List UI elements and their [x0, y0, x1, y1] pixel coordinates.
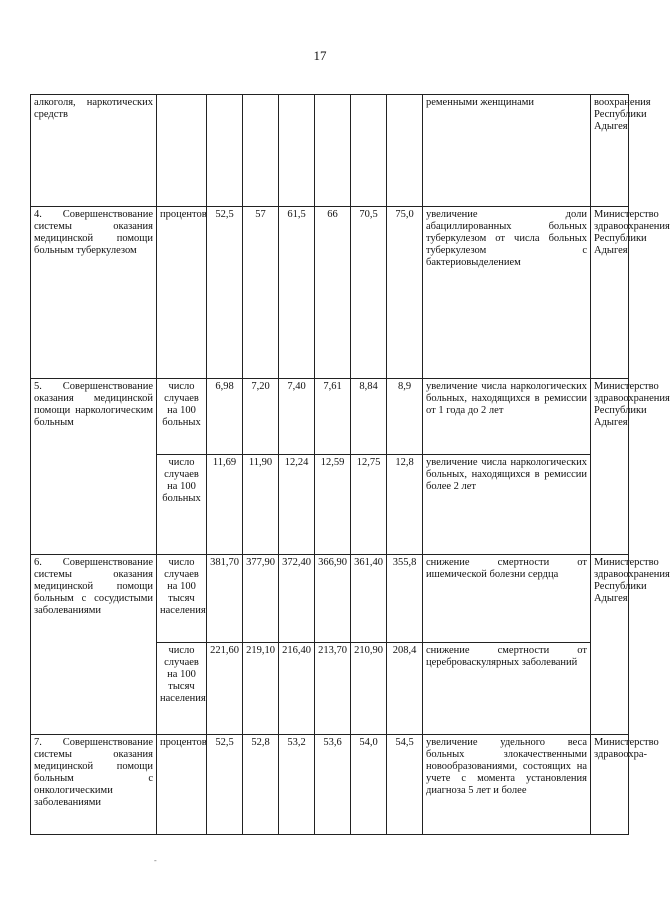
- expected-result-cell: увеличение удельного веса больных злокачественными новообразованиями, состоящих на учете с момента установления диагноза 5 лет и более: [423, 735, 591, 835]
- value-cell-year-5: 54,0: [351, 735, 387, 835]
- value-cell-year-5: [351, 95, 387, 207]
- expected-result-cell: увеличение доли абациллированных больных туберкулезом от числа больных туберкулезом с бактериовыделением: [423, 207, 591, 379]
- value-cell-year-5: 8,84: [351, 379, 387, 455]
- value-cell-year-6: 75,0: [387, 207, 423, 379]
- responsible-cell: воохранения Республики Адыгея: [591, 95, 629, 207]
- expected-result-cell: увеличение числа наркологических больных, находящихся в ремиссии от 1 года до 2 лет: [423, 379, 591, 455]
- value-cell-year-3: 372,40: [279, 555, 315, 643]
- unit-cell: число случаев на 100 больных: [157, 455, 207, 555]
- table-row: [31, 735, 629, 835]
- table-row: [31, 379, 629, 455]
- value-cell-year-1: 221,60: [207, 643, 243, 735]
- value-cell-year-1: [207, 95, 243, 207]
- value-cell-year-4: [315, 95, 351, 207]
- value-cell-year-2: 377,90: [243, 555, 279, 643]
- responsible-cell: Министерство здравоохранения Республики Адыгея: [591, 379, 629, 555]
- page-number: 17: [313, 48, 327, 63]
- unit-cell: число случаев на 100 тысяч населения: [157, 555, 207, 643]
- unit-cell: число случаев на 100 тысяч населения: [157, 643, 207, 735]
- value-cell-year-1: 381,70: [207, 555, 243, 643]
- unit-cell: процентов: [157, 735, 207, 835]
- value-cell-year-5: 210,90: [351, 643, 387, 735]
- value-cell-year-2: 57: [243, 207, 279, 379]
- expected-result-cell: увеличение числа наркологических больных, находящихся в ремиссии более 2 лет: [423, 455, 591, 555]
- value-cell-year-6: 54,5: [387, 735, 423, 835]
- measure-name-cell: 6. Совершенствование системы оказания медицинской помощи больным с сосудистыми заболеваниями: [31, 555, 157, 735]
- value-cell-year-3: [279, 95, 315, 207]
- value-cell-year-2: 7,20: [243, 379, 279, 455]
- expected-result-cell: снижение смертности от цереброваскулярных заболеваний: [423, 643, 591, 735]
- unit-cell: [157, 95, 207, 207]
- measure-name-cell: алкоголя, наркотических средств: [31, 95, 157, 207]
- value-cell-year-4: 66: [315, 207, 351, 379]
- footer-mark: -: [154, 856, 157, 865]
- expected-result-cell: ременными женщинами: [423, 95, 591, 207]
- measure-name-cell: 4. Совершенствование системы оказания медицинской помощи больным туберкулезом: [31, 207, 157, 379]
- value-cell-year-4: 213,70: [315, 643, 351, 735]
- table-row: [31, 555, 629, 643]
- table-body: [31, 95, 670, 835]
- value-cell-year-2: 219,10: [243, 643, 279, 735]
- value-cell-year-2: 11,90: [243, 455, 279, 555]
- measure-name-cell: 7. Совершенствование системы оказания медицинской помощи больным с онкологическими заболеваниями: [31, 735, 157, 835]
- value-cell-year-6: 355,8: [387, 555, 423, 643]
- value-cell-year-3: 61,5: [279, 207, 315, 379]
- value-cell-year-6: 12,8: [387, 455, 423, 555]
- unit-cell: процентов: [157, 207, 207, 379]
- value-cell-year-5: 361,40: [351, 555, 387, 643]
- value-cell-year-5: 70,5: [351, 207, 387, 379]
- indicators-table: [30, 94, 670, 835]
- value-cell-year-3: 12,24: [279, 455, 315, 555]
- responsible-cell: Министерство здравоохра-: [591, 735, 629, 835]
- responsible-cell: Министерство здравоохранения Республики Адыгея: [591, 555, 629, 735]
- value-cell-year-4: 366,90: [315, 555, 351, 643]
- table-row: [31, 207, 629, 379]
- value-cell-year-2: 52,8: [243, 735, 279, 835]
- value-cell-year-6: 8,9: [387, 379, 423, 455]
- value-cell-year-5: 12,75: [351, 455, 387, 555]
- value-cell-year-2: [243, 95, 279, 207]
- value-cell-year-1: 6,98: [207, 379, 243, 455]
- value-cell-year-1: 11,69: [207, 455, 243, 555]
- responsible-cell: Министерство здравоохранения Республики Адыгея: [591, 207, 629, 379]
- value-cell-year-6: [387, 95, 423, 207]
- value-cell-year-3: 7,40: [279, 379, 315, 455]
- table-row: [31, 95, 629, 207]
- value-cell-year-3: 216,40: [279, 643, 315, 735]
- measure-name-cell: 5. Совершенствование оказания медицинской помощи наркологическим больным: [31, 379, 157, 555]
- value-cell-year-4: 7,61: [315, 379, 351, 455]
- value-cell-year-4: 53,6: [315, 735, 351, 835]
- unit-cell: число случаев на 100 больных: [157, 379, 207, 455]
- value-cell-year-6: 208,4: [387, 643, 423, 735]
- value-cell-year-3: 53,2: [279, 735, 315, 835]
- value-cell-year-4: 12,59: [315, 455, 351, 555]
- expected-result-cell: снижение смертности от ишемической болезни сердца: [423, 555, 591, 643]
- value-cell-year-1: 52,5: [207, 207, 243, 379]
- value-cell-year-1: 52,5: [207, 735, 243, 835]
